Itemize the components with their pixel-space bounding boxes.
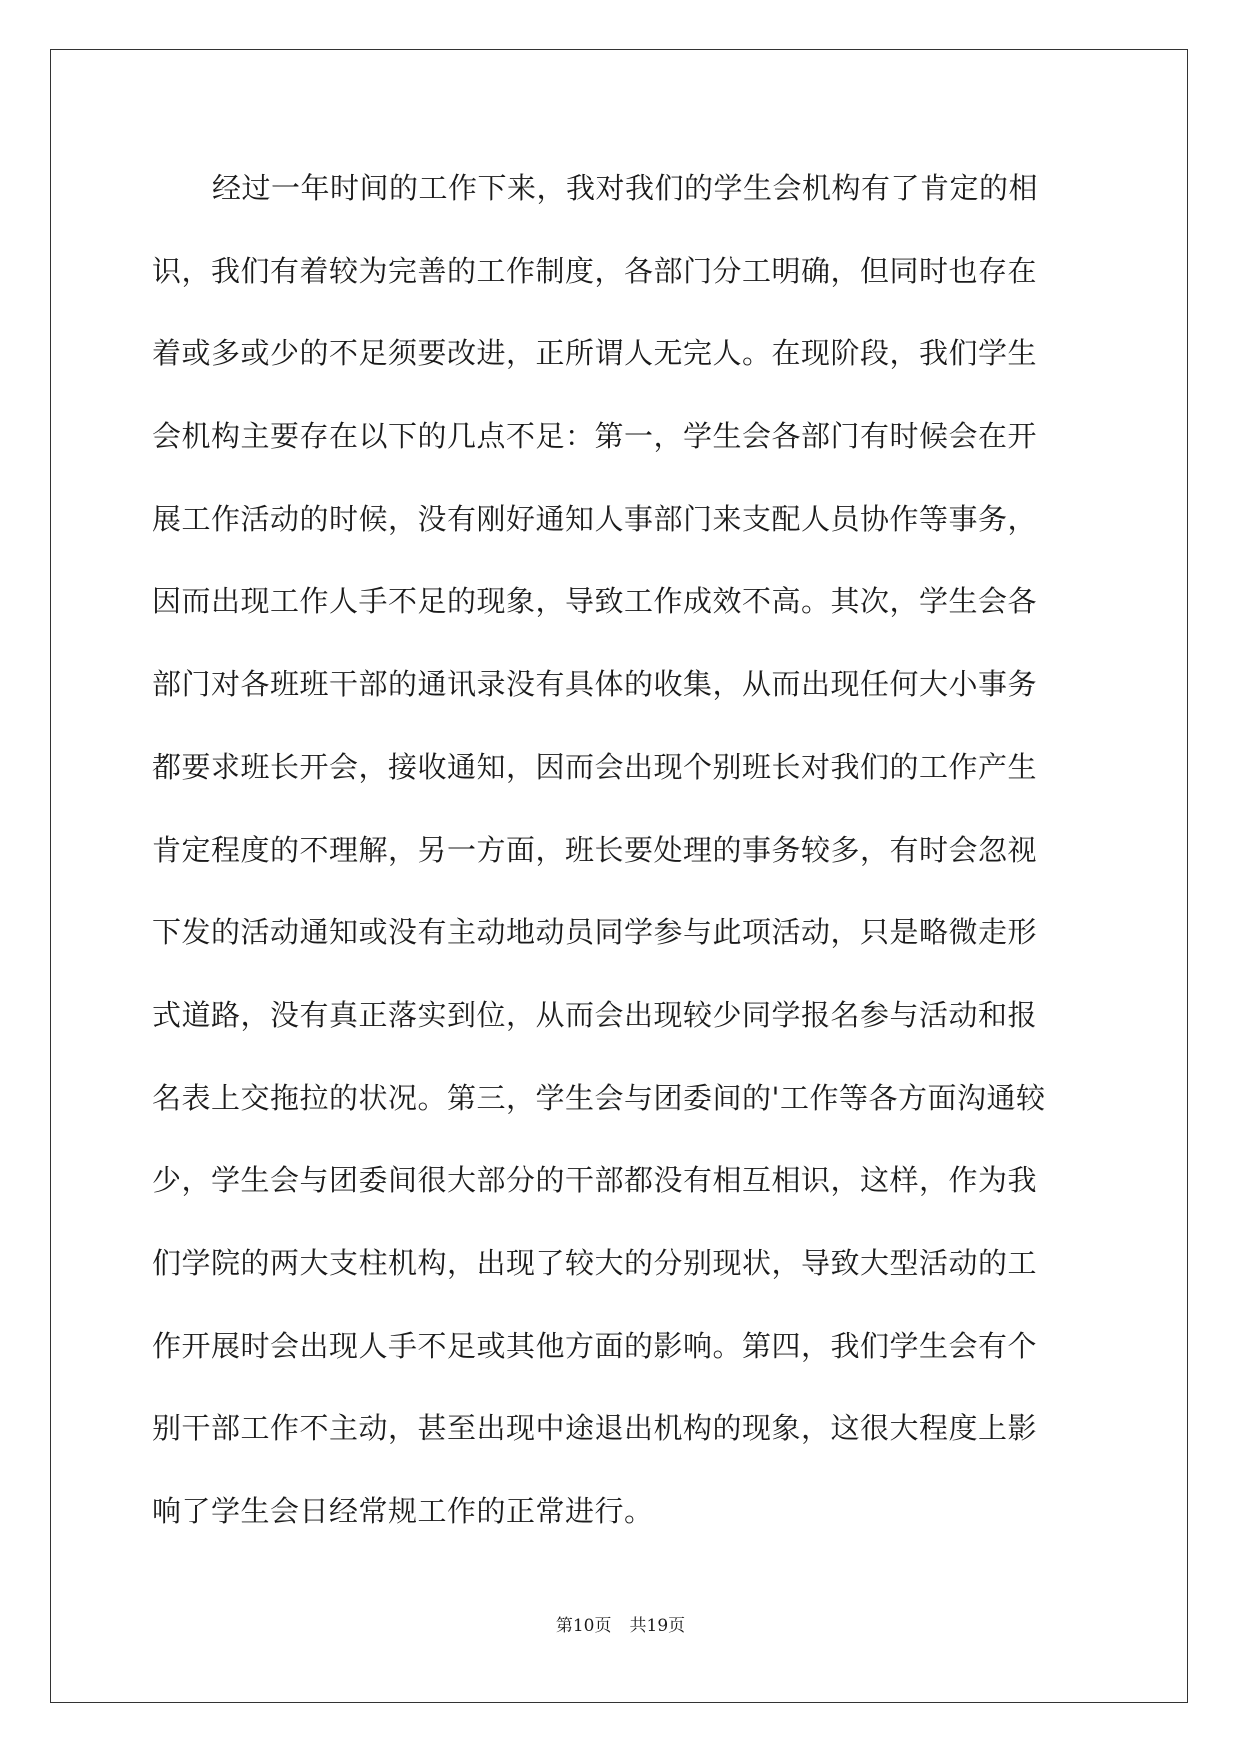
paragraph-line: 名表上交拖拉的状况。第三，学生会与团委间的'工作等各方面沟通较 xyxy=(152,1080,1046,1115)
paragraph-line: 少，学生会与团委间很大部分的干部都没有相互相识，这样，作为我 xyxy=(152,1163,1038,1198)
current-page-number: 第10页 xyxy=(555,1616,612,1636)
paragraph-line: 下发的活动通知或没有主动地动员同学参与此项活动，只是略微走形 xyxy=(152,915,1038,950)
total-page-count: 共19页 xyxy=(629,1616,686,1636)
paragraph-line: 都要求班长开会，接收通知，因而会出现个别班长对我们的工作产生 xyxy=(152,749,1038,784)
page-footer xyxy=(0,1614,1241,1638)
paragraph-line: 作开展时会出现人手不足或其他方面的影响。第四，我们学生会有个 xyxy=(152,1328,1038,1363)
document-body xyxy=(152,158,1090,1564)
paragraph-line: 响了学生会日经常规工作的正常进行。 xyxy=(152,1494,654,1528)
paragraph-line: 们学院的两大支柱机构，出现了较大的分别现状，导致大型活动的工 xyxy=(152,1245,1038,1280)
paragraph-line: 因而出现工作人手不足的现象，导致工作成效不高。其次，学生会各 xyxy=(152,584,1038,619)
paragraph-line: 会机构主要存在以下的几点不足：第一，学生会各部门有时候会在开 xyxy=(152,419,1038,454)
paragraph-line: 经过一年时间的工作下来，我对我们的学生会机构有了肯定的相 xyxy=(212,171,1039,205)
paragraph-line: 式道路，没有真正落实到位，从而会出现较少同学报名参与活动和报 xyxy=(152,997,1038,1032)
paragraph-line: 部门对各班班干部的通讯录没有具体的收集，从而出现任何大小事务 xyxy=(152,667,1038,702)
paragraph-line: 识，我们有着较为完善的工作制度，各部门分工明确，但同时也存在 xyxy=(152,253,1038,288)
paragraph-line: 肯定程度的不理解，另一方面，班长要处理的事务较多，有时会忽视 xyxy=(152,832,1038,867)
paragraph-line: 别干部工作不主动，甚至出现中途退出机构的现象，这很大程度上影 xyxy=(152,1411,1038,1446)
paragraph-line: 着或多或少的不足须要改进，正所谓人无完人。在现阶段，我们学生 xyxy=(152,336,1038,371)
paragraph-line: 展工作活动的时候，没有刚好通知人事部门来支配人员协作等事务， xyxy=(152,501,1038,536)
